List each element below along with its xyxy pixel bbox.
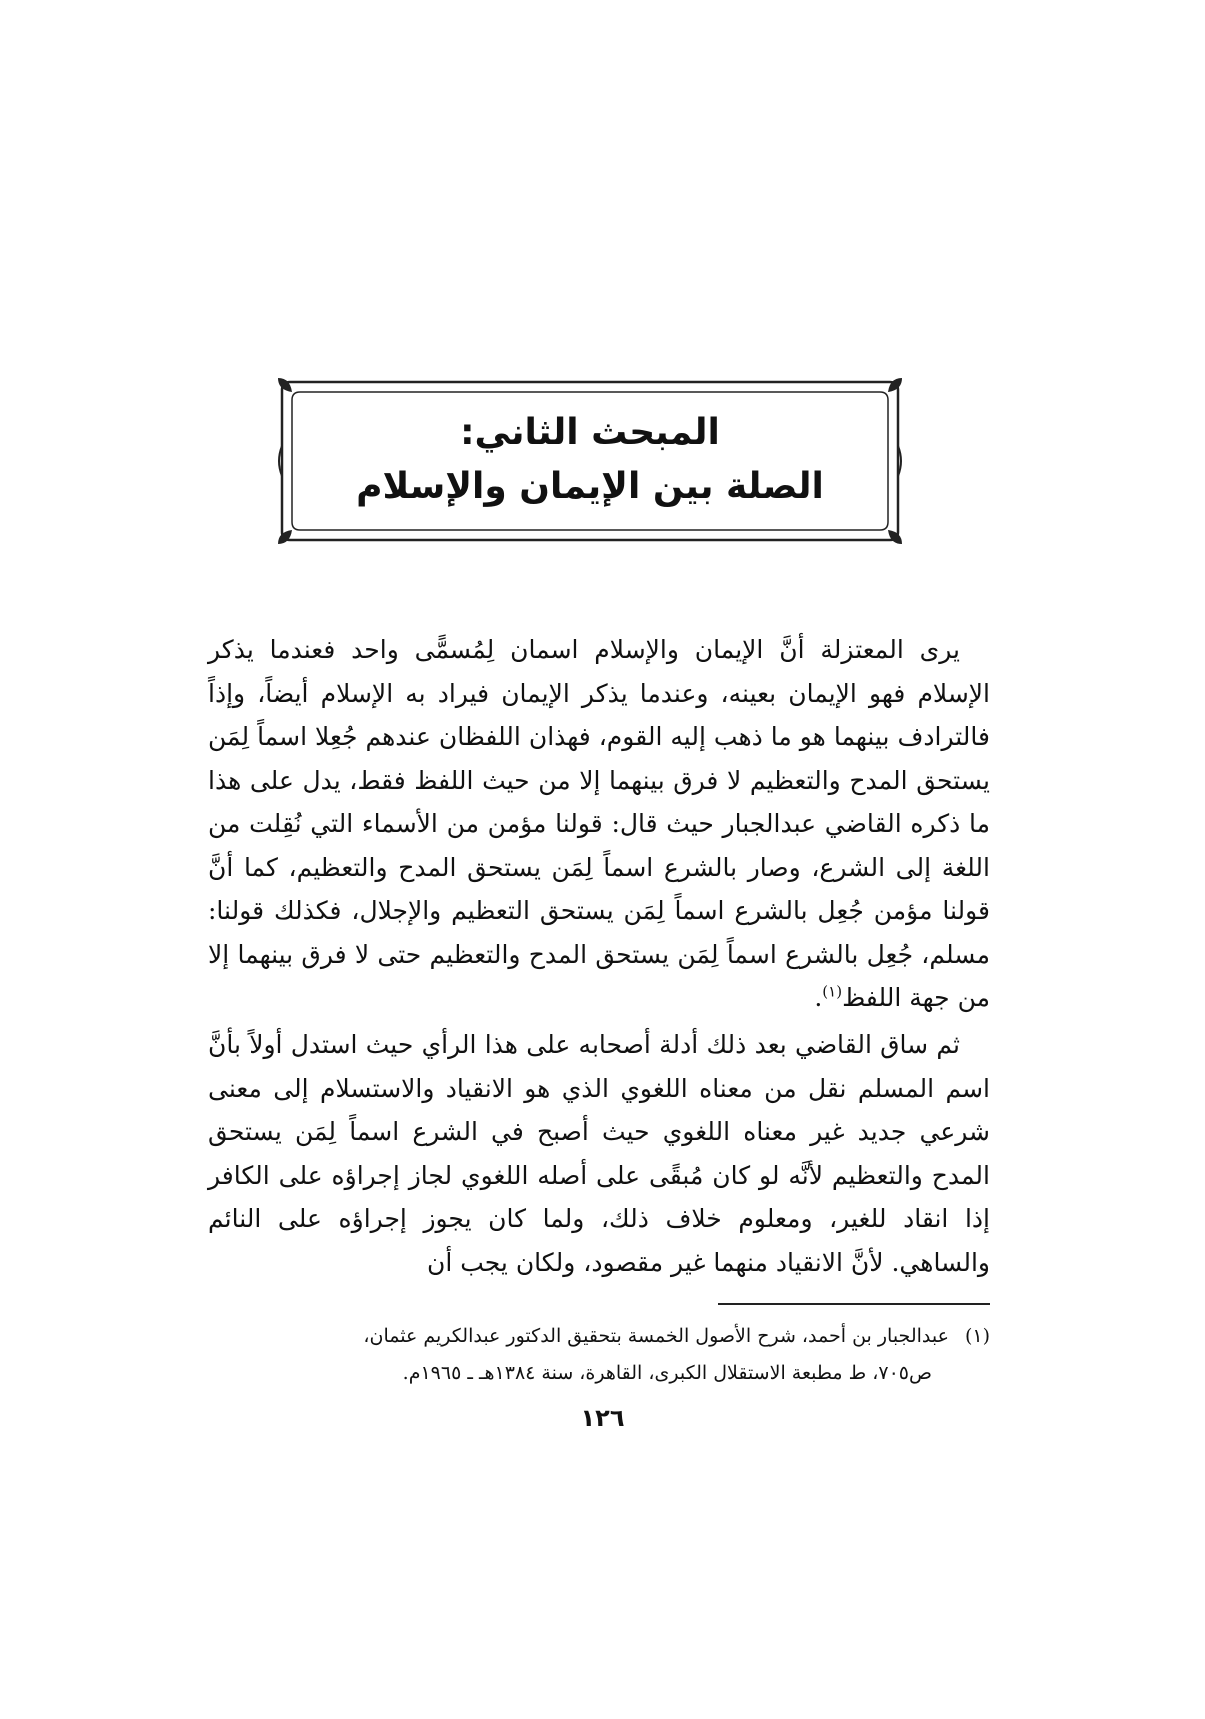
chapter-title (276, 406, 904, 514)
footnote-line-2: ص٧٠٥، ط مطبعة الاستقلال الكبرى، القاهرة، سنة ١٣٨٤هـ ـ ١٩٦٥م. (402, 1362, 932, 1384)
paragraph-2-text: ثم ساق القاضي بعد ذلك أدلة أصحابه على هذا الرأي حيث استدل أولاً بأنَّ اسم المسلم نقل من معناه اللغوي الذي هو الانقياد والاستسلام إلى معنى شرعي جديد غير معناه اللغوي حيث أصبح في الشرع اسماً لِمَن يستحق المدح والتعظيم لأنَّه لو كان مُبقًى على أصله اللغوي لجاز إجراؤه على الكافر إذا انقاد للغير، ومعلوم خلاف ذلك، ولما كان يجوز إجراؤه على النائم والساهي. لأنَّ الانقياد منهما غير مقصود، ولكان يجب أن (208, 1030, 990, 1277)
footnote (208, 1318, 990, 1392)
chapter-title-frame (276, 376, 904, 546)
paragraph-1 (208, 628, 990, 1020)
page-number: ١٢٦ (580, 1404, 625, 1432)
footnote-divider (718, 1303, 990, 1305)
footnote-reference[interactable]: (١) (822, 982, 843, 1001)
paragraph-2 (208, 1023, 990, 1284)
title-line-2: الصلة بين الإيمان والإسلام (356, 466, 824, 507)
footnote-number: (١) (964, 1325, 990, 1347)
paragraph-1-end: . (814, 983, 823, 1012)
title-line-1: المبحث الثاني: (460, 412, 720, 453)
footnote-line-1: عبدالجبار بن أحمد، شرح الأصول الخمسة بتحقيق الدكتور عبدالكريم عثمان، (363, 1325, 949, 1347)
paragraph-1-text: يرى المعتزلة أنَّ الإيمان والإسلام اسمان لِمُسمًّى واحد فعندما يذكر الإسلام فهو الإيمان بعينه، وعندما يذكر الإيمان فيراد به الإسلام أيضاً، وإذاً فالترادف بينهما هو ما ذهب إليه القوم، فهذان اللفظان عندهم جُعِلا اسماً لِمَن يستحق المدح والتعظيم لا فرق بينهما إلا من حيث اللفظ فقط، يدل على هذا ما ذكره القاضي عبدالجبار حيث قال: قولنا مؤمن من الأسماء التي نُقِلت من اللغة إلى الشرع، وصار بالشرع اسماً لِمَن يستحق المدح والتعظيم، كما أنَّ قولنا مؤمن جُعِل بالشرع اسماً لِمَن يستحق التعظيم والإجلال، فكذلك قولنا: مسلم، جُعِل بالشرع اسماً لِمَن يستحق المدح والتعظيم حتى لا فرق بينهما إلا من جهة اللفظ (208, 635, 990, 1012)
